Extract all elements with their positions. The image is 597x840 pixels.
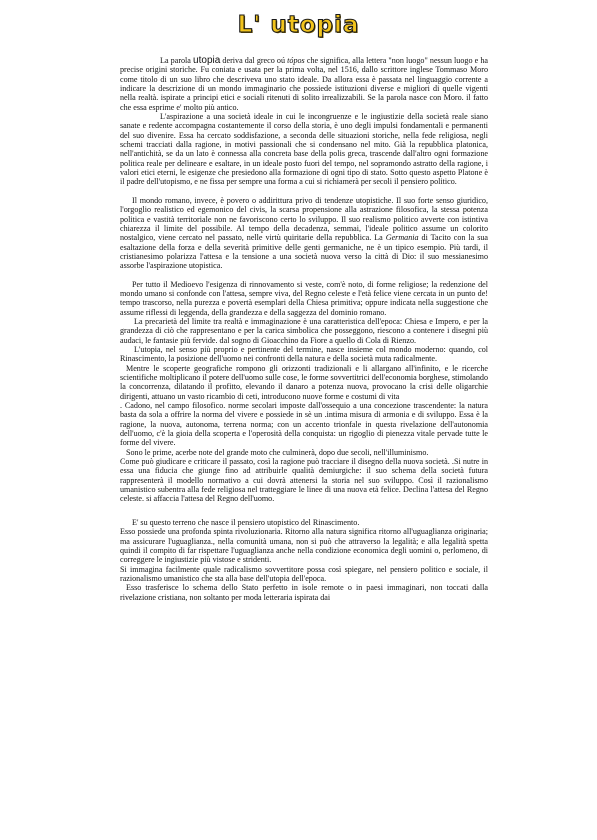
paragraph: Sono le prime, acerbe note del grande moto che culminerà, dopo due secoli, nell'illuminismo. [126, 447, 429, 457]
paragraph: Mentre le scoperte geografiche rompono gli orizzonti tradizionali e li allargano all'infinito, e le ricerche scientifiche moltiplicano il potere dell'uomo sulle cose, le forme sovvertitrici dell'economia borghese, stimolando la concorrenza, dilatando il profitto, elevando il danaro a potenza nuova, provocano la crisi delle oligarchie dirigenti, attuano un vasto ricambio di ceti, introducono nuove forme e costumi di vita [120, 363, 488, 401]
article-body [120, 56, 488, 602]
italic-title: Germania [385, 233, 419, 243]
paragraph: . Cadono, nel campo filosofico. norme secolari imposte dall'ossequio a una concezione trascendente: la natura basta da sola a offrire la norma del vivere e possiede in sè un .intima misura di armonia e di sviluppo. Essa è la ragione, la nuova, autonoma, terrena norma; con un accento trionfale in questa rivelazione dell'autonomia dell'uomo, c'è la gioia della scoperta e l'operosità della conquista: un rigoglio di pienezza vitale pervade tutte le forme del vivere. [120, 401, 488, 448]
paragraph: Come può giudicare e criticare il passato, così la ragione può tracciare il disegno della nuova società. .Si nutre in essa una fiducia che giunge fino ad attribuirle qualità demiurgiche: il suo schema della società futura rappresenterà il modello normativo a cui dovrà attenersi la storia nel suo sviluppo. Così il razionalismo umanistico subentra alla fede religiosa nel tratteggiare le linee di una nuova età felice. Declina l'attesa del Regno celeste. si affaccia l'attesa del Regno dell'uomo. [120, 457, 488, 504]
greek-term: tópos [287, 56, 305, 65]
keyword-utopia: utopia [193, 55, 221, 66]
paragraph: Esso possiede una profonda spinta rivoluzionaria. Ritorno alla natura significa ritorno all'uguaglianza originaria; ma assicurare l'uguaglianza., nella comunità umana, non si può che attraverso la legalità; e alla legalità spetta quindi il compito di far rispettare l'uguaglianza anche nella condizione economica degli uomini o, perlomeno, di correggere le ingiustizie più vistose e stridenti. [120, 527, 488, 565]
paragraph: Esso trasferisce lo schema dello Stato perfetto in isole remote o in paesi immaginari, non toccati dalla rivelazione cristiana, non soltanto per moda letteraria ispirata dai [120, 583, 488, 602]
paragraph: L'aspirazione a una società ideale in cui le incongruenze e le ingiustizie della società reale siano sanate e redente accompagna costantemente il corso della storia, è uno degli impulsi fondamentali e permanenti del suo divenire. Essa ha cercato soddisfazione, a seconda delle situazioni storiche, nella fede religiosa, negli schemi tracciati dalla ragione, in motivi passionali che si condensano nel mito. Già la repubblica platonica, nell'antichità, se da un lato è connessa alla concreta base della polis greca, trascende dall'altro ogni formazione politica reale per delineare e esaltare, in un ideale posto fuori del tempo, nel sopramondo astratto della ragione, i valori etici eterni, le esigenze che presiedono alla formazione di ogni tipo di stato. Sotto questo aspetto Platone è il padre dell'utopismo, e ne fissa per sempre una forma a cui si richiamerà per secoli il pensiero politico. [120, 112, 488, 187]
paragraph: E' su questo terreno che nasce il pensiero utopistico del Rinascimento. [132, 517, 360, 527]
paragraph: Il mondo romano, invece, è povero o addirittura privo di tendenze utopistiche. Il suo forte senso giuridico, l'orgoglio realistico ed egemonico del civis, la scarsa propensione alla astrazione filosofica, la stessa potenza politica e vastità territoriale non ne favoriscono certo lo sviluppo. Il suo realismo politico avverte con istintiva chiarezza il limite del possibile. Al tempo della decadenza, semmai, l'ideale politico assume un colorito nostalgico, viene cercato nel passato, nelle virtù quiritarie della repubblica. La Germania di Tacito con la sua esaltazione della forza e della severità primitive delle genti germaniche, ne è un tipico esempio. Più tardi, il cristianesimo polarizza l'attesa e la tensione a una società nuova verso la città di Dio: il suo messianesimo assorbe l'aspirazione utopistica. [120, 195, 488, 271]
paragraph: L'utopia, nel senso più proprio e pertinente del termine, nasce insieme col mondo moderno: quando, col Rinascimento, la posizione dell'uomo nei confronti della natura e della società muta radicalmente. [120, 344, 488, 364]
paragraph: La precarietà del limite tra realtà e immaginazione è una caratteristica dell'epoca: Chiesa e Impero, e per la grandezza di ciò che rappresentano e per la carica simbolica che posseggono, riescono a contenere i disegni più audaci, le fantasie più fervide. dal sogno di Gioacchino da Fiore a quello di Cola di Rienzo. [120, 316, 488, 345]
paragraph-intro: La parola utopia deriva dal greco oú tópos che significa, alla lettera "non luogo" nessun luogo e ha precise origini storiche. Fu coniata e usata per la prima volta, nel 1516, dallo scrittore inglese Tommaso Moro come titolo di un suo libro che descriveva uno stato ideale. Da allora essa è passata nel linguaggio corrente a indicare la descrizione di un mondo immaginario che possiede istituzioni diverse e migliori di quelle vigenti nella realtà. ispirate a principi etici e sociali ritenuti di solito irrealizzabili. Se la parola nasce con Moro. il fatto che essa esprime e' molto più antico. [120, 55, 489, 112]
paragraph: Si immagina facilmente quale radicalismo sovvertitore possa così spiegare, nel pensiero politico e sociale, il razionalismo umanistico che sta alla base dell'utopia dell'epoca. [120, 564, 488, 583]
paragraph: Per tutto il Medioevo l'esigenza di rinnovamento si veste, com'è noto, di forme religiose; la redenzione del mondo umano si confonde con l'attesa, sempre viva, del Regno celeste e l'età felice viene cercata in un punto de! tempo trascorso, nella purezza e povertà esemplari della Chiesa primitiva; oppure indicata nella suggestione che assume riflessi di leggenda, della grandezza e della saggezza del dominio romano. [120, 279, 488, 317]
page-title: L' utopia [237, 12, 360, 38]
